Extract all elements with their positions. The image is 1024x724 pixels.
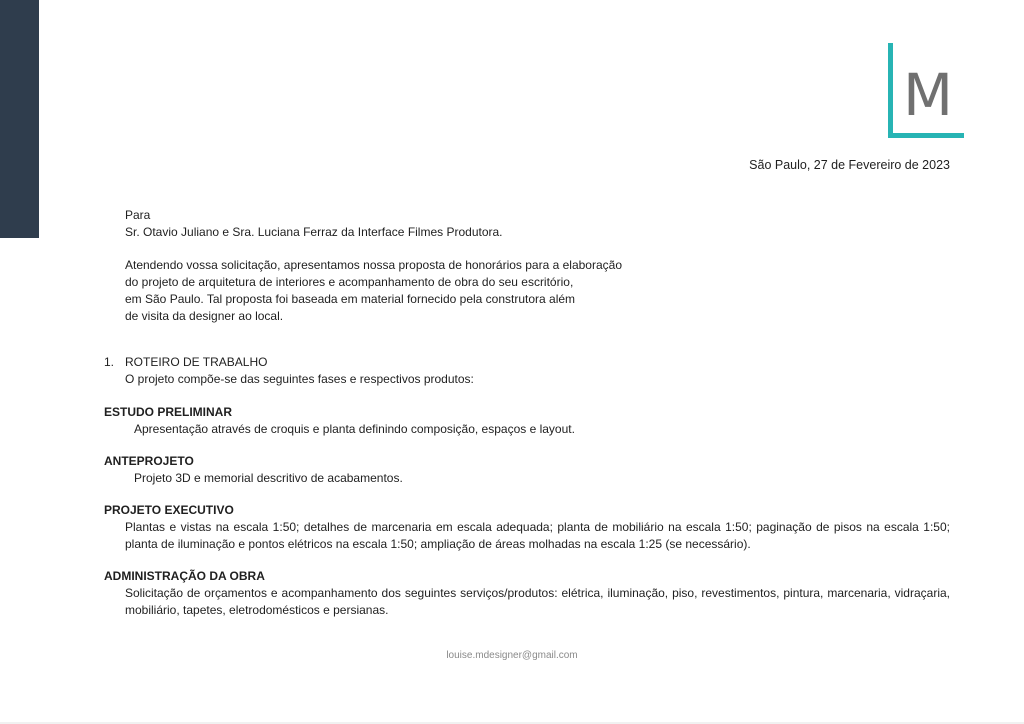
- intro-line: do projeto de arquitetura de interiores e acompanhamento de obra do seu escritório,: [125, 275, 574, 289]
- phase-text: Solicitação de orçamentos e acompanhamento dos seguintes serviços/produtos: elétrica, iluminação, piso, revestimentos, pintura, marcenaria, vidraçaria, mobiliário, tapetes, eletrodomésticos e persianas.: [125, 586, 950, 617]
- section-number: 1.: [104, 355, 115, 369]
- phase-title: ADMINISTRAÇÃO DA OBRA: [104, 569, 265, 583]
- footer-email: louise.mdesigner@gmail.com: [446, 650, 578, 661]
- document-date: São Paulo, 27 de Fevereiro de 2023: [749, 158, 950, 172]
- phase-text: Plantas e vistas na escala 1:50; detalhes de marcenaria em escala adequada; planta de mobiliário na escala 1:50; paginação de pisos na escala 1:50; planta de iluminação e pontos elétricos na escala 1:50; ampliação de áreas molhadas na escala 1:25 (se necessário).: [125, 520, 950, 551]
- phase-text: Apresentação através de croquis e planta definindo composição, espaços e layout.: [134, 422, 575, 436]
- greeting-para: Para: [125, 208, 151, 222]
- section-title: ROTEIRO DE TRABALHO: [125, 355, 268, 369]
- phase-title: ESTUDO PRELIMINAR: [104, 405, 233, 419]
- logo-letter: M: [902, 61, 954, 129]
- intro-line: em São Paulo. Tal proposta foi baseada em material fornecido pela construtora além: [125, 292, 576, 306]
- phase-title: PROJETO EXECUTIVO: [104, 503, 234, 517]
- intro-line: Atendendo vossa solicitação, apresentamos nossa proposta de honorários para a elaboração: [125, 258, 622, 272]
- phase-text: Projeto 3D e memorial descritivo de acabamentos.: [134, 471, 403, 485]
- greeting-recipients: Sr. Otavio Juliano e Sra. Luciana Ferraz da Interface Filmes Produtora.: [125, 225, 503, 239]
- intro-line: de visita da designer ao local.: [125, 309, 284, 323]
- section-subtitle: O projeto compõe-se das seguintes fases e respectivos produtos:: [125, 372, 474, 386]
- phase-title: ANTEPROJETO: [104, 454, 194, 468]
